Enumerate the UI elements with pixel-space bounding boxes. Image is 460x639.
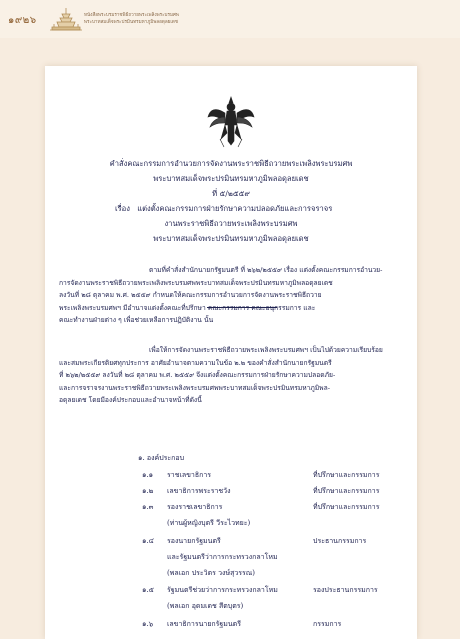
paragraph-2: เพื่อให้การจัดงานพระราชพิธีถวายพระเพลิงพระบรมศพฯ เป็นไปด้วยความเรียบร้อย และสมพระเกียรติยศทุกประการ อาศัยอำนาจตามความในข้อ ๒.๒ ของคำสั่งสำนักนายกรัฐมนตรี ที่ ๒๖๒/๒๕๕๙ ลงวันที่ ๒๘ ตุลาคม พ.ศ. ๒๕๕๙ จึงแต่งตั้งคณะกรรมการฝ่ายรักษาความปลอดภัย- และการจราจรงานพระราชพิธีถวายพระเพลิงพระบรมศพพระบาทสมเด็จพระปรมินทรมหาภูมิพล- อดุลยเดช โดยมีองค์ประกอบและอำนาจหน้าที่ดังนี้ <box>59 346 383 405</box>
member-name: (ท่านผู้หญิงบุตรี วีระไวทยะ) <box>167 519 251 527</box>
page-header <box>0 0 460 38</box>
member-number: ๑.๔ <box>142 537 154 545</box>
royal-pavilion-emblem-icon <box>48 6 84 34</box>
member-number: ๑.๓ <box>142 503 154 511</box>
subject-line-2: งานพระราชพิธีถวายพระเพลิงพระบรมศพ <box>164 219 298 228</box>
order-title-line-2: พระบาทสมเด็จพระปรมินทรมหาภูมิพลอดุลยเดช <box>153 174 309 183</box>
member-role: ที่ปรึกษาและกรรมการ <box>313 471 380 479</box>
subject-text: แต่งตั้งคณะกรรมการฝ่ายรักษาความปลอดภัยและการจราจร <box>137 204 333 213</box>
member-role: ประธานกรรมการ <box>313 537 367 545</box>
order-title-line-1: คำสั่งคณะกรรมการอำนวยการจัดงานพระราชพิธีถวายพระเพลิงพระบรมศพ <box>109 159 353 168</box>
document-page <box>45 66 417 639</box>
paragraph-1: ตามที่คำสั่งสำนักนายกรัฐมนตรี ที่ ๒๖๒/๒๕๕๙ เรื่อง แต่งตั้งคณะกรรมการอำนวย- การจัดงานพระราชพิธีถวายพระเพลิงพระบรมศพพระบาทสมเด็จพระปรมินทรมหาภูมิพลอดุลยเดช ลงวันที่ ๒๘ ตุลาคม พ.ศ. ๒๕๕๙ กำหนดให้คณะกรรมการอำนวยการจัดงานพระราชพิธีถวาย พระเพลิงพระบรมศพฯ มีอำนาจแต่งตั้งคณะที่ปรึกษา คณะกรรมการ คณะอนุกรรมการ และ คณะทำงานฝ่ายต่าง ๆ เพื่อช่วยเหลือการปฏิบัติงาน นั้น <box>59 266 383 325</box>
member-title: ราชเลขาธิการ <box>167 471 212 479</box>
subject-line <box>115 203 332 215</box>
member-role: รองประธานกรรมการ <box>313 586 378 594</box>
member-number: ๑.๕ <box>142 586 154 594</box>
member-role: ที่ปรึกษาและกรรมการ <box>313 487 380 495</box>
member-title-cont: และรัฐมนตรีว่าการกระทรวงกลาโหม <box>167 553 278 561</box>
member-title: เลขาธิการนายกรัฐมนตรี <box>167 620 241 628</box>
section-heading: ๑. องค์ประกอบ <box>138 454 185 462</box>
member-number: ๑.๒ <box>142 487 154 495</box>
subject-label: เรื่อง <box>115 204 130 213</box>
member-number: ๑.๑ <box>142 471 154 479</box>
member-role: กรรมการ <box>313 620 342 628</box>
page-number: ๑๙๒๖ <box>8 15 37 26</box>
member-number: ๑.๖ <box>142 620 154 628</box>
member-title: รองนายกรัฐมนตรี <box>167 537 221 545</box>
member-role: ที่ปรึกษาและกรรมการ <box>313 503 380 511</box>
member-title: รองราชเลขาธิการ <box>167 503 223 511</box>
member-title: เลขาธิการพระราชวัง <box>167 487 231 495</box>
member-title: รัฐมนตรีช่วยว่าการกระทรวงกลาโหม <box>167 586 278 594</box>
member-name: (พลเอก ประวิตร วงษ์สุวรรณ) <box>167 569 256 577</box>
order-number: ที่ ๕/๒๕๕๙ <box>212 189 250 198</box>
member-name: (พลเอก อุดมเดช สีตบุตร) <box>167 602 244 610</box>
subject-line-3: พระบาทสมเด็จพระปรมินทรมหาภูมิพลอดุลยเดช <box>153 234 309 243</box>
garuda-emblem-icon <box>206 95 256 151</box>
header-text: หนังสือพระบรมราชพิธีถวายพระเพลิงพระบรมศพ พระบาทสมเด็จพระปรมินทรมหาภูมิพลอดุลยเดช <box>84 13 179 25</box>
